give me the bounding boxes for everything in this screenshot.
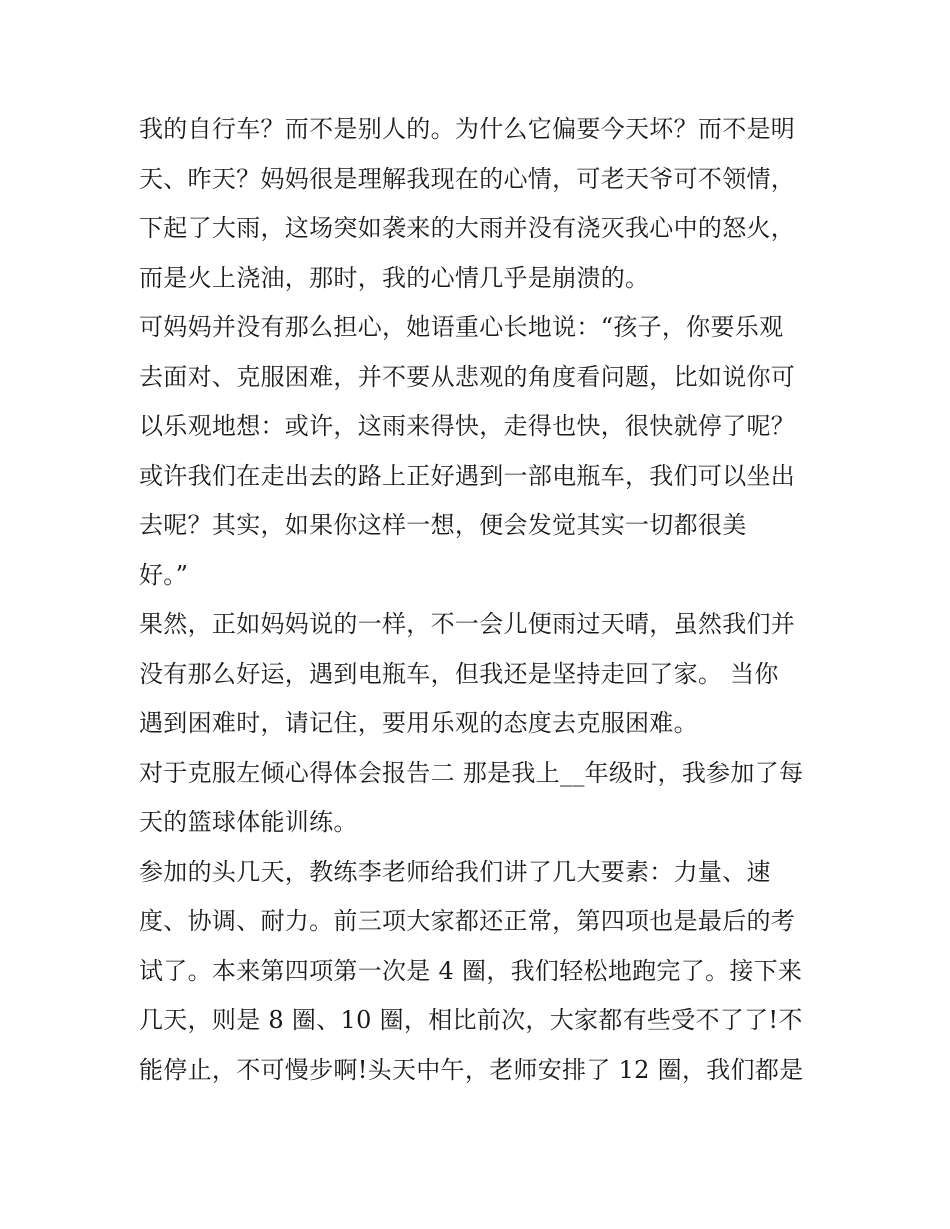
text-line: 度、协调、耐力。前三项大家都还正常，第四项也是最后的考 — [139, 907, 796, 935]
text-line: 去呢？其实，如果你这样一想，便会发觉其实一切都很美 — [139, 511, 747, 539]
text-line: 以乐观地想：或许，这雨来得快，走得也快，很快就停了呢？ — [139, 412, 796, 440]
body-text — [139, 105, 819, 1095]
text-line: 几天，则是 8 圈、10 圈，相比前次，大家都有些受不了了!不 — [139, 1006, 803, 1034]
text-line: 没有那么好运，遇到电瓶车，但我还是坚持走回了家。 当你 — [139, 659, 779, 688]
text-line: 或许我们在走出去的路上正好遇到一部电瓶车，我们可以坐出 — [139, 461, 796, 490]
text-line: 参加的头几天，教练李老师给我们讲了几大要素：力量、速 — [139, 857, 771, 886]
text-line: 遇到困难时，请记住，要用乐观的态度去克服困难。 — [139, 709, 698, 737]
text-line: 天、昨天？妈妈很是理解我现在的心情，可老天爷可不领情， — [139, 164, 796, 193]
text-line: 我的自行车？而不是别人的。为什么它偏要今天坏？而不是明 — [139, 115, 796, 143]
text-line: 能停止，不可慢步啊!头天中午，老师安排了 12 圈，我们都是 — [139, 1055, 804, 1084]
text-line: 天的篮球体能训练。 — [139, 808, 358, 836]
text-line: 下起了大雨，这场突如袭来的大雨并没有浇灭我心中的怒火， — [139, 214, 796, 242]
text-line: 好。” — [139, 560, 189, 589]
text-line: 可妈妈并没有那么担心，她语重心长地说：“孩子，你要乐观 — [139, 313, 784, 341]
text-line: 去面对、克服困难，并不要从悲观的角度看问题，比如说你可 — [139, 362, 796, 391]
text-line: 试了。本来第四项第一次是 4 圈，我们轻松地跑完了。接下来 — [139, 956, 803, 985]
text-line: 而是火上浇油，那时，我的心情几乎是崩溃的。 — [139, 263, 650, 292]
text-line: 果然，正如妈妈说的一样，不一会儿便雨过天晴，虽然我们并 — [139, 610, 796, 638]
text-line: 对于克服左倾心得体会报告二 那是我上__年级时，我参加了每 — [139, 758, 804, 787]
